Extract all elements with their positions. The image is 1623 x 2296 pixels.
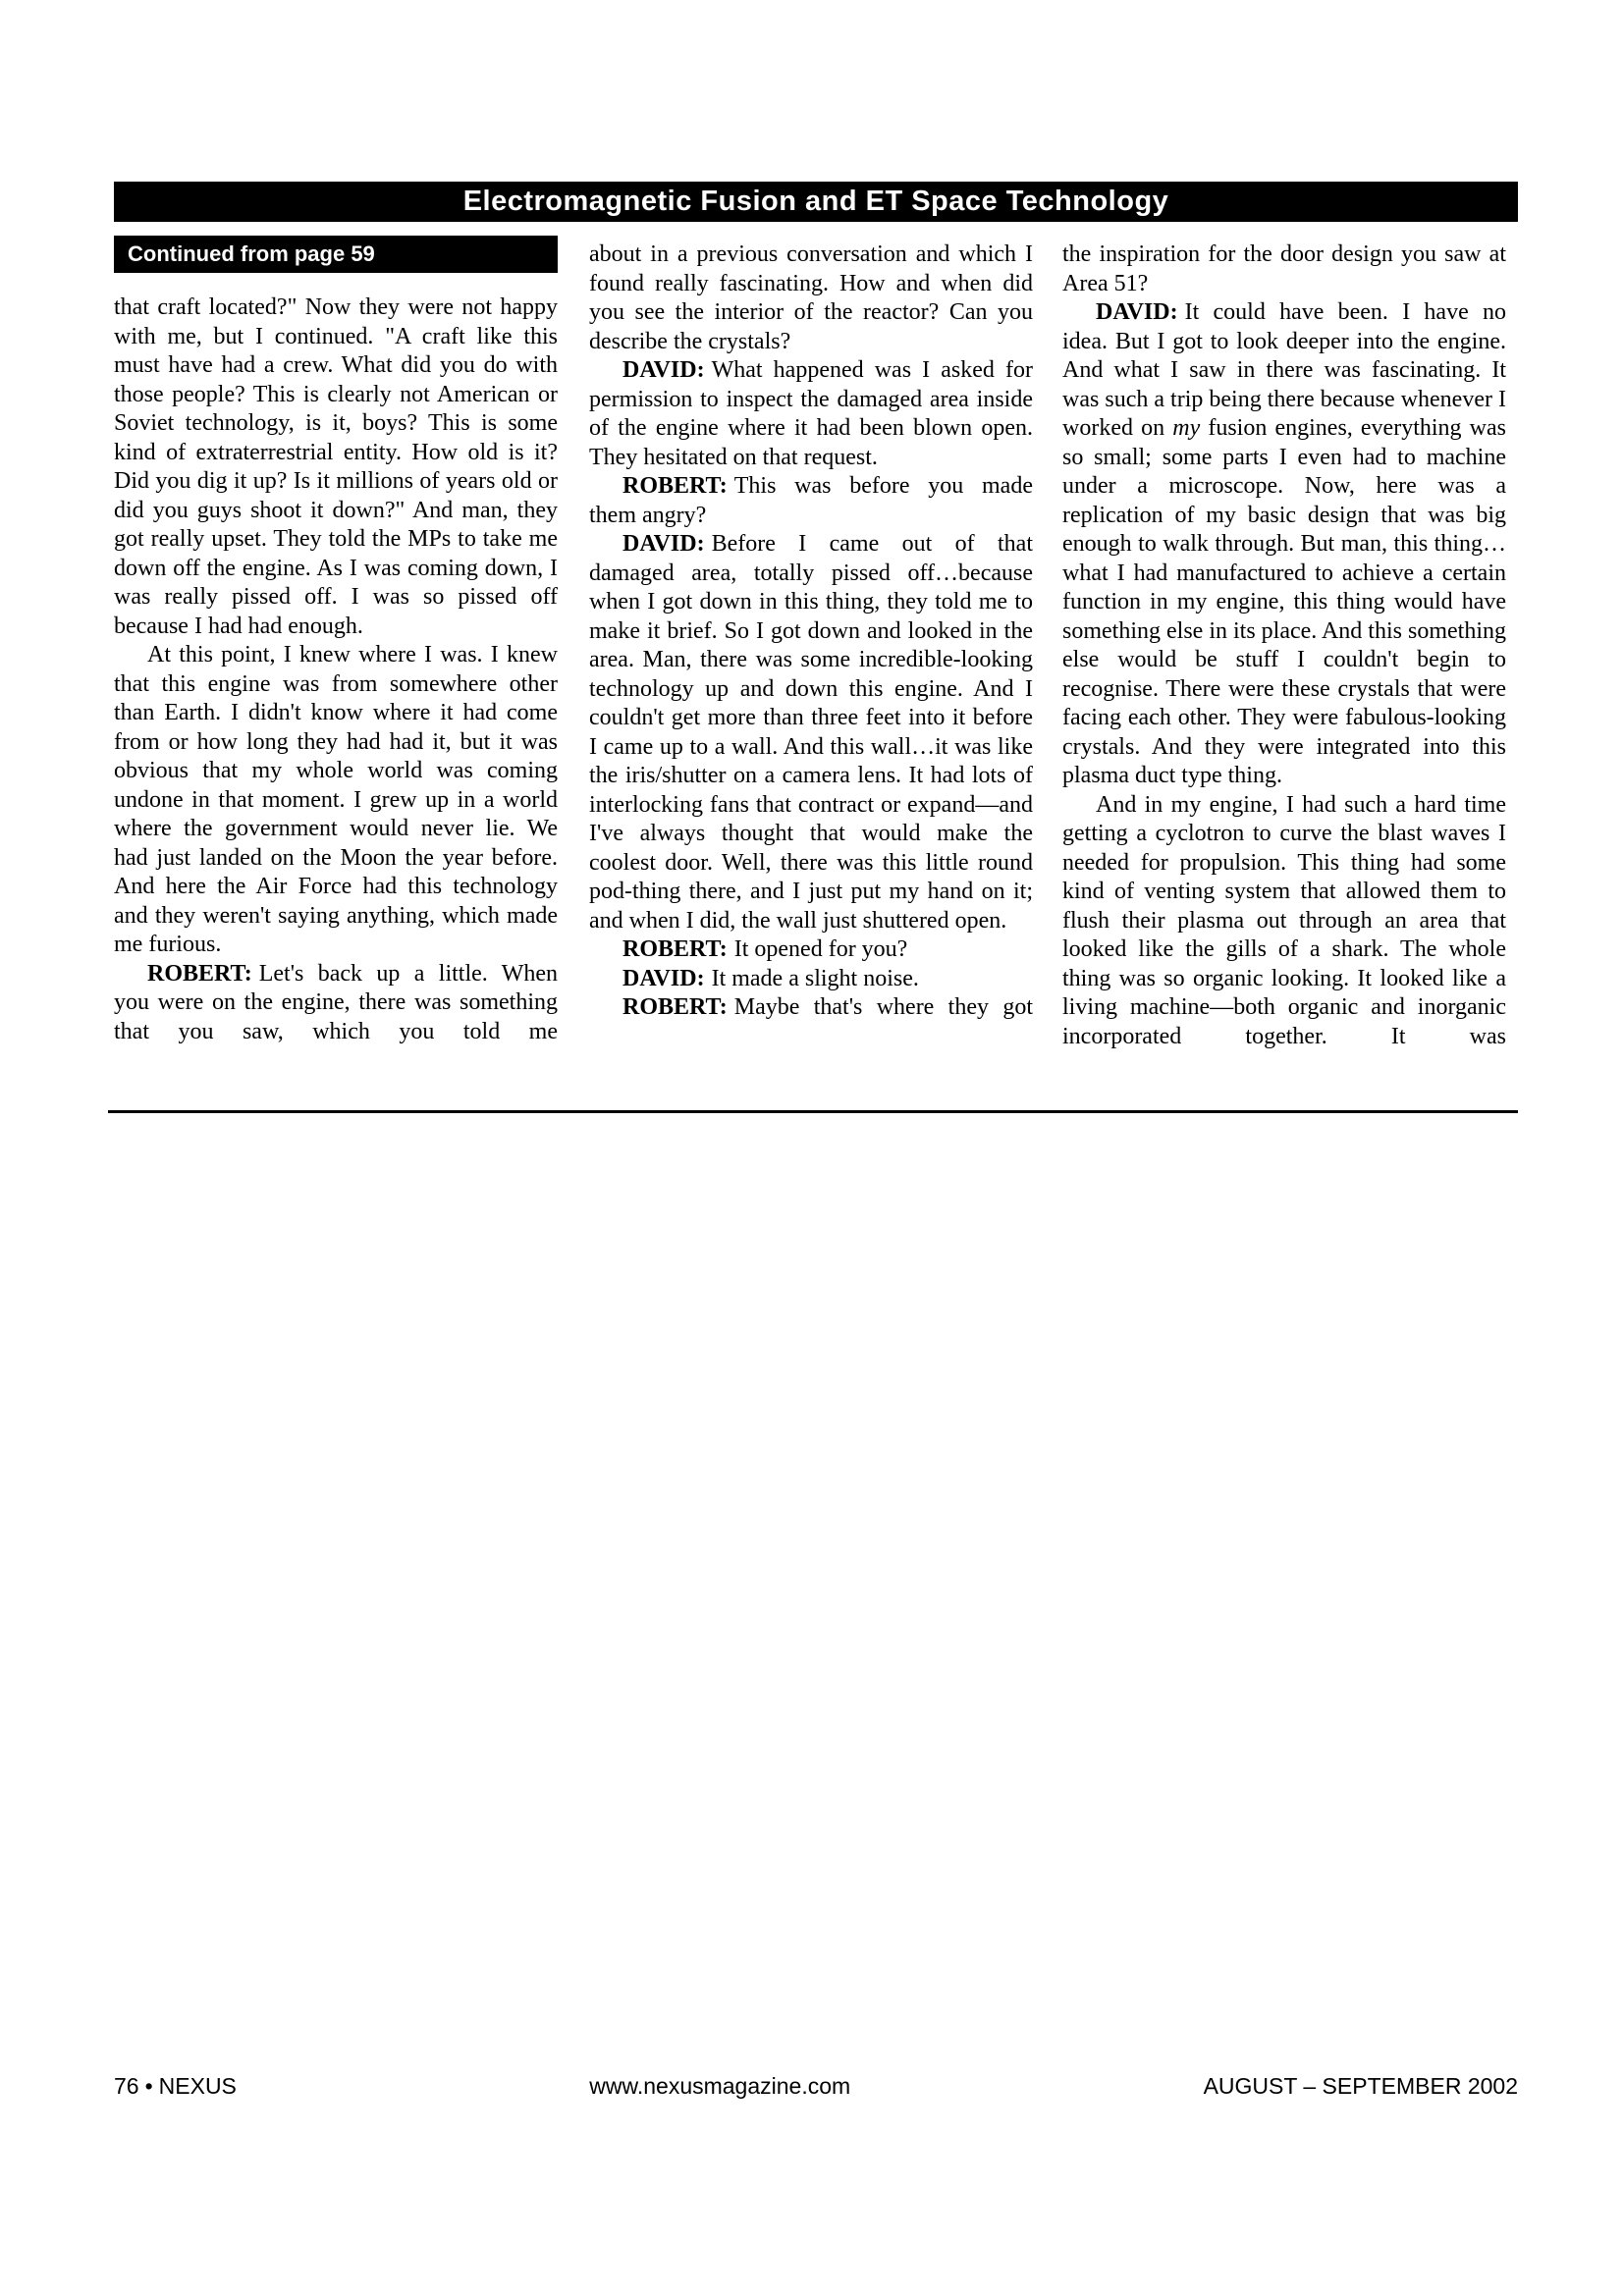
bullet-separator-icon: •: [144, 2073, 153, 2099]
body-text: that craft located?" Now they were not happy with me, but I continued. "A craft like this must have had a crew. What did you do with those people? This is clearly not American or Soviet technology, is it, boys? This is some kind of extraterrestrial entity. How old is it? Did you dig it up? Is it millions of years old or did you guys shoot it down?" And man, they got really upset. They told the MPs to take me down off the engine. As I was coming down, I was really pissed off. I was so pissed off because I had had enough.: [114, 294, 558, 639]
page-footer: [114, 2073, 1518, 2100]
continued-from-label: Continued from page 59: [128, 241, 375, 266]
text-column-1: [114, 294, 558, 1046]
paragraph: [114, 294, 558, 641]
paragraph: [1062, 240, 1506, 298]
footer-website: www.nexusmagazine.com: [589, 2073, 851, 2099]
text-column-3: [1062, 240, 1506, 1051]
speaker-label: DAVID:: [622, 357, 705, 383]
footer-page-magazine: [114, 2073, 237, 2100]
page-number: 76: [114, 2073, 139, 2099]
emphasized-text: my: [1172, 415, 1201, 441]
article-title: Electromagnetic Fusion and ET Space Technology: [462, 186, 1169, 217]
body-text: It made a slight noise.: [711, 965, 919, 991]
paragraph: [589, 530, 1033, 935]
article-title-bar: [114, 182, 1518, 222]
section-divider-rule: [108, 1110, 1518, 1113]
paragraph: [589, 356, 1033, 472]
paragraph: [589, 993, 1033, 1023]
body-text: Let's back up a little. When you were on the engine, there was something that you saw, which you told me: [114, 960, 558, 1044]
body-text: It opened for you?: [733, 936, 908, 962]
paragraph: [589, 965, 1033, 994]
paragraph: [589, 935, 1033, 965]
paragraph: [114, 960, 558, 1047]
body-text: At this point, I knew where I was. I knew that this engine was from somewhere other than Earth. I didn't know where it had come from or how long they had had it, but it was obvious that my whole world was coming undone in that moment. I grew up in a world where the government would never lie. We had just landed on the Moon the year before. And here the Air Force had this technology and they weren't saying anything, which made me furious.: [114, 642, 558, 957]
speaker-label: DAVID:: [1096, 299, 1178, 325]
speaker-label: ROBERT:: [622, 473, 728, 499]
paragraph: [589, 240, 1033, 356]
paragraph: [1062, 298, 1506, 791]
footer-issue-date: AUGUST – SEPTEMBER 2002: [1203, 2073, 1518, 2099]
body-text: the inspiration for the door design you saw at Area 51?: [1062, 241, 1506, 296]
body-text: about in a previous conversation and which I found really fascinating. How and when did you see the interior of the reactor? Can you describe the crystals?: [589, 241, 1033, 354]
speaker-label: DAVID:: [622, 965, 705, 991]
body-text: It could have been. I have no idea. But I got to look deeper into the engine. And what I saw in there was fascinating. It was such a trip being there because whenever I worked on: [1062, 299, 1506, 441]
speaker-label: ROBERT:: [622, 936, 728, 962]
paragraph: [589, 472, 1033, 530]
speaker-label: DAVID:: [622, 531, 705, 557]
body-text: Before I came out of that damaged area, totally pissed off…because when I got down in this thing, they told me to make it brief. So I got down and looked in the area. Man, there was some incredible-looking technology up and down this engine. And I couldn't get more than three feet into it before I came up to a wall. And this wall…it was like the iris/shutter on a camera lens. It had lots of interlocking fans that contract or expand—and I've always thought that would make the coolest door. Well, there was this little round pod-thing there, and I just put my hand on it; and when I did, the wall just shuttered open.: [589, 531, 1033, 934]
magazine-name: NEXUS: [158, 2073, 237, 2099]
body-text: What happened was I asked for permission to inspect the damaged area inside of the engine where it had been blown open. They hesitated on that request.: [589, 357, 1033, 470]
paragraph: [114, 641, 558, 960]
body-text: Maybe that's where they got: [733, 994, 1033, 1020]
continued-from-banner: [114, 236, 558, 273]
paragraph: [1062, 791, 1506, 1052]
body-text: fusion engines, everything was so small; some parts I even had to machine under a microscope. Now, here was a replication of my basic design that was big enough to walk through. But man, this thing…what I had manufactured to achieve a certain function in my engine, this thing would have something else in its place. And this something else would be stuff I couldn't begin to recognise. There were these crystals that were facing each other. They were fabulous-looking crystals. And they were integrated into this plasma duct type thing.: [1062, 415, 1506, 788]
speaker-label: ROBERT:: [147, 960, 252, 987]
speaker-label: ROBERT:: [622, 994, 728, 1020]
text-column-2: [589, 240, 1033, 1023]
body-text: This was before you made them angry?: [589, 473, 1033, 528]
body-text: And in my engine, I had such a hard time getting a cyclotron to curve the blast waves I needed for propulsion. This thing had some kind of venting system that allowed them to flush their plasma out through an area that looked like the gills of a shark. The whole thing was so organic looking. It looked like a living machine—both organic and inorganic incorporated together. It was: [1062, 791, 1506, 1049]
